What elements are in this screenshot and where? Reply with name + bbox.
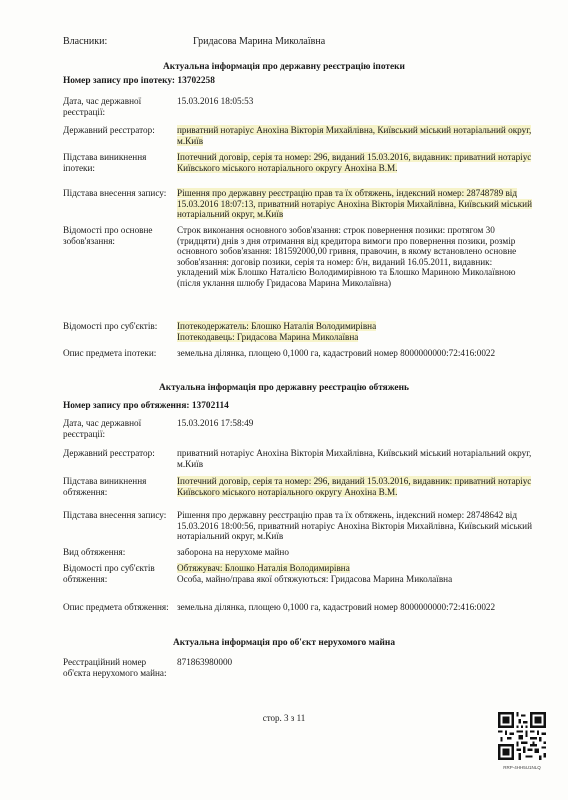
mortgage-section-title: Актуальна інформація про державну реєстрацію іпотеки — [163, 62, 405, 72]
mortgage-row-subject-matter — [63, 348, 533, 359]
row-label: Опис предмета обтяження: — [63, 602, 169, 612]
row-label: Реєстраційний номер об'єкта нерухомого майна: — [63, 657, 167, 678]
row-value: Строк виконання основного зобов'язання: строк повернення позики: протягом 30 (тридцяти) днів з дня отримання від кредитора вимоги про повернення позики, розмір основного зобов'язання: 181592000,00 гривня, правочин, в якому встановлено основне зобов'язання: договір позики, серія та номер: б/н, виданий 16.05.2011, видавник: укладений між Блошко Наталією Володимирівною та Блошко Мариною Миколаївною (після уклання шлюбу Гридасова Марина Миколаївна) — [177, 225, 517, 288]
encumbrance-row-registrar — [63, 448, 533, 469]
owners-label: Власники: — [63, 36, 108, 47]
row-value: приватний нотаріус Анохіна Вікторія Михайлівна, Київський міський нотаріальний округ, м.Київ — [177, 125, 532, 146]
row-value: Рішення про державну реєстрацію прав та їх обтяжень, індексний номер: 28748642 від 15.03.2016 18:00:56, приватний нотаріус Анохіна Вікторія Михайлівна, Київський міський нотаріальний округ, м.Київ — [177, 510, 532, 542]
row-value: 15.03.2016 17:58:49 — [177, 418, 254, 428]
row-label: Відомості про суб'єктів обтяження: — [63, 563, 155, 584]
encumbrance-row-basis — [63, 476, 533, 497]
encumbrance-row-subjects — [63, 563, 533, 584]
encumbrance-row-type — [63, 547, 533, 558]
row-label: Дата, час державної реєстрації: — [63, 418, 142, 439]
row-value: 871863980000 — [177, 657, 233, 667]
row-value: Іпотечний договір, серія та номер: 296, виданий 15.03.2016, видавник: приватний нотаріус Київського міського нотаріального округу Анохіна В.М. — [177, 476, 532, 497]
mortgagee-line: Іпотекодержатель: Блошко Наталія Володимирівна — [177, 321, 377, 331]
row-value: приватний нотаріус Анохіна Вікторія Михайлівна, Київський міський нотаріальний округ, м.Київ — [177, 448, 532, 469]
page-number: стор. 3 з 11 — [262, 713, 306, 723]
row-value: земельна ділянка, площею 0,1000 га, кадастровий номер 8000000000:72:416:0022 — [177, 602, 496, 612]
encumbrance-row-entry-basis — [63, 510, 533, 542]
mortgage-row-obligation — [63, 225, 533, 289]
property-row-registration-number — [63, 657, 533, 678]
encumbered-person-line: Особа, майно/права якої обтяжуються: Гридасова Марина Миколаївна — [177, 573, 453, 584]
row-label: Відомості про суб'єктів: — [63, 321, 158, 331]
encumbrance-record-number: Номер запису про обтяження: 13702114 — [63, 401, 229, 411]
row-label: Опис предмета іпотеки: — [63, 348, 157, 358]
qr-code-icon — [498, 712, 546, 760]
owners-row — [63, 37, 325, 48]
encumbrance-section-title: Актуальна інформація про державну реєстрацію обтяжень — [159, 383, 409, 393]
mortgage-record-number: Номер запису про іпотеку: 13702258 — [63, 76, 215, 86]
mortgage-row-date — [63, 96, 533, 117]
encumbrancer-line: Обтяжувач: Блошко Наталія Володимирівна — [177, 563, 350, 573]
row-label: Підстава виникнення обтяження: — [63, 476, 147, 497]
row-value: заборона на нерухоме майно — [177, 547, 289, 557]
row-label: Підстава внесення запису: — [63, 510, 167, 520]
row-label: Підстава внесення запису: — [63, 188, 167, 198]
encumbrance-row-date — [63, 418, 533, 439]
row-value: Рішення про державну реєстрацію прав та їх обтяжень, індексний номер: 28748789 від 15.03.2016 18:07:13, приватний нотаріус Анохіна Вікторія Михайлівна, Київський міський нотаріальний округ, м.Київ — [177, 188, 532, 220]
qr-code-text: RRP-4HH5U1NLQ — [503, 765, 541, 770]
encumbrance-row-subject-matter — [63, 602, 533, 613]
row-label: Дата, час державної реєстрації: — [63, 96, 142, 117]
mortgage-row-subjects — [63, 321, 533, 342]
row-label: Вид обтяження: — [63, 547, 126, 557]
row-value: Іпотечний договір, серія та номер: 296, виданий 15.03.2016, видавник: приватний нотаріус Київського міського нотаріального округу Анохіна В.М. — [177, 152, 532, 173]
row-label: Державний реєстратор: — [63, 448, 155, 458]
row-label: Підстава виникнення іпотеки: — [63, 152, 147, 173]
row-label: Державний реєстратор: — [63, 125, 155, 135]
property-section-title: Актуальна інформація про об'єкт нерухомого майна — [172, 638, 396, 648]
mortgage-row-entry-basis — [63, 188, 533, 220]
mortgage-row-registrar — [63, 125, 533, 146]
row-label: Відомості про основне зобов'язання: — [63, 225, 153, 246]
row-value: 15.03.2016 18:05:53 — [177, 96, 254, 106]
owners-value: Гридасова Марина Миколаївна — [193, 36, 326, 47]
mortgage-row-basis — [63, 152, 533, 173]
mortgagor-line: Іпотекодавець: Гридасова Марина Миколаївна — [177, 331, 359, 342]
row-value: земельна ділянка, площею 0,1000 га, кадастровий номер 8000000000:72:416:0022 — [177, 348, 496, 358]
